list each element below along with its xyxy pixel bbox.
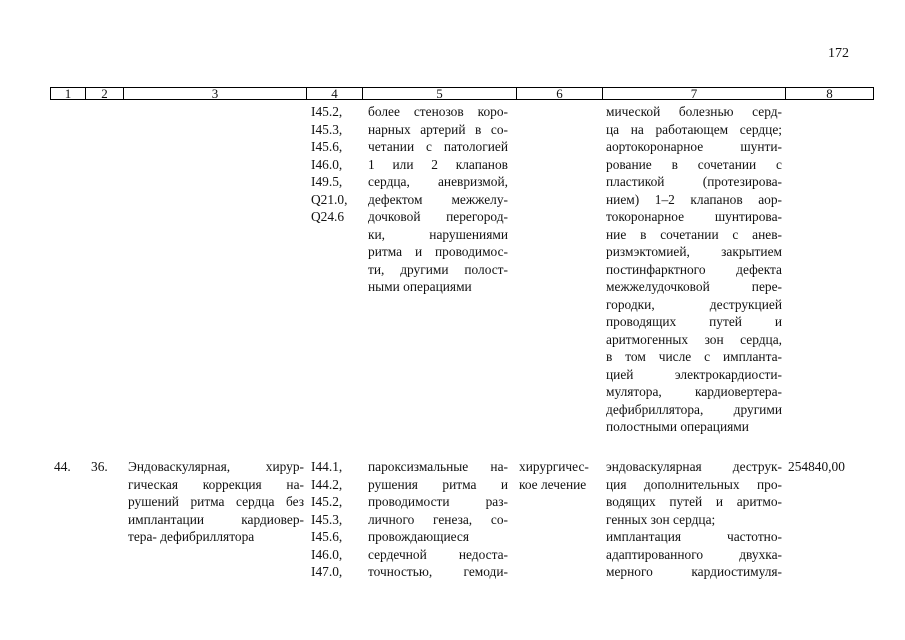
text-line: Q21.0, [311,191,348,207]
text-line: сердечной недоста- [368,546,508,562]
text-line: мулятора, кардиовертера- [606,384,782,399]
text-line: ки, нарушениями [368,226,508,242]
row-44-icd-codes [311,458,361,581]
text-line: полостными операциями [606,419,749,434]
text-line: сердца, аневризмой, [368,174,508,189]
text-line: Эндоваскулярная, хирур- [128,459,304,474]
text-line: пароксизмальные на- [368,459,508,474]
text-line: I44.2, [311,476,343,492]
text-line: эндоваскулярная деструк- [606,459,782,474]
text-line: I45.2, [311,494,343,509]
text-line: нием) 1–2 клапанов аор- [606,191,782,207]
text-line: I45.6, [311,139,343,154]
text-line: I46.0, [311,546,343,562]
text-line: рушения ритма и [368,476,508,492]
text-line: аортокоронарное шунти- [606,139,782,154]
text-line: ризмэктомией, закрытием [606,244,782,259]
text-line: токоронарное шунтирова- [606,209,782,224]
header-cell-3: 3 [123,88,306,99]
text-line: I45.3, [311,511,343,527]
text-line: провождающиеся [368,529,470,544]
text-line: I49.5, [311,174,343,189]
text-line: ными операциями [368,279,472,294]
text-line: ние в сочетании с анев- [606,226,782,242]
page-number: 172 [828,46,849,61]
prev-row-method [606,103,782,436]
text-line: ция дополнительных про- [606,476,782,492]
text-line: более стенозов коро- [368,104,508,119]
text-line: личного генеза, со- [368,511,508,527]
row-44-diagnosis [368,458,508,581]
prev-row-diagnosis [368,103,508,296]
table-header-row [50,87,874,100]
text-line: точностью, гемоди- [368,564,508,579]
prev-row-icd-codes [311,103,361,226]
text-line: ти, другими полост- [368,261,508,277]
text-line: I44.1, [311,459,343,474]
text-line: дефибриллятора, другими [606,401,782,417]
row-44-method [606,458,782,581]
text-line: дочковой перегород- [368,209,508,224]
header-cell-2: 2 [85,88,123,99]
text-line: в том числе с импланта- [606,349,782,364]
text-line: проводимости раз- [368,494,508,509]
text-line: цией электрокардиости- [606,366,782,382]
text-line: гическая коррекция на- [128,476,304,492]
text-line: тера- дефибриллятора [128,529,255,544]
text-line: ца на работающем сердце; [606,121,782,137]
text-line: I47.0, [311,564,343,579]
text-line: межжелудочковой пере- [606,279,782,294]
text-line: I45.2, [311,104,343,119]
text-line: хирургичес- [519,459,589,474]
text-line: четании с патологией [368,139,508,154]
text-line: мерного кардиостимуля- [606,564,782,579]
header-cell-6: 6 [516,88,602,99]
text-line: 1 или 2 клапанов [368,156,508,172]
text-line: имплантации кардиовер- [128,511,304,527]
header-cell-8: 8 [785,88,873,99]
header-cell-1: 1 [64,86,72,101]
text-line: I45.3, [311,121,343,137]
text-line: кое лечение [519,476,587,492]
text-line: мической болезнью серд- [606,104,782,119]
text-line: городки, деструкцией [606,296,782,312]
header-cell-4: 4 [306,88,362,99]
text-line: Q24.6 [311,209,345,224]
text-line: постинфарктного дефекта [606,261,782,277]
text-line: рование в сочетании с [606,156,782,172]
text-line: нарных артерий в со- [368,121,508,137]
text-line: генных зон сердца; [606,511,716,527]
row-44-treatment-type [519,458,601,493]
row-44-care-type [128,458,304,546]
text-line: пластикой (протезирова- [606,174,782,189]
text-line: дефектом межжелу- [368,191,508,207]
text-line: имплантация частотно- [606,529,782,544]
text-line: рушений ритма сердца без [128,494,304,509]
row-44-cost: 254840,00 [788,459,845,474]
text-line: адаптированного двухка- [606,546,782,562]
row-44-number: 44. [54,459,71,474]
header-cell-7: 7 [602,88,785,99]
header-cell-5: 5 [362,88,516,99]
text-line: ритма и проводимос- [368,244,508,259]
row-44-group-number: 36. [91,459,108,474]
text-line: проводящих путей и [606,314,782,329]
text-line: аритмогенных зон сердца, [606,331,782,347]
text-line: I45.6, [311,529,343,544]
text-line: I46.0, [311,156,343,172]
text-line: водящих путей и аритмо- [606,494,782,509]
